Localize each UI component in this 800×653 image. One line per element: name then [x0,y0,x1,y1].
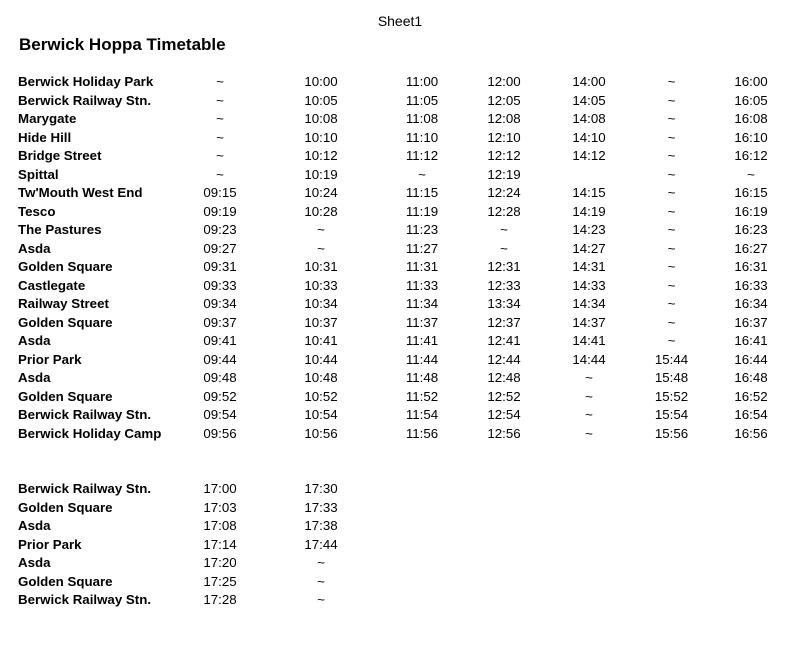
stop-name: Bridge Street [18,148,102,163]
table-row [18,573,390,592]
table-row [18,314,783,333]
departure-time: 16:52 [734,388,768,404]
departure-time: 10:00 [304,74,338,89]
departure-time: 11:23 [405,222,439,237]
departure-time: 11:08 [405,111,439,126]
departure-time: 12:05 [487,92,521,108]
departure-time: 14:31 [572,259,606,274]
departure-time: 17:44 [304,536,338,552]
departure-time: 09:56 [203,425,237,441]
departure-time: 09:23 [203,222,237,237]
stop-name: Berwick Railway Stn. [18,592,152,607]
departure-time: 10:37 [304,314,338,330]
stop-name: Spittal [18,166,59,182]
departure-time: ~ [747,166,755,182]
departure-time: 14:34 [572,296,606,311]
departure-time: 12:37 [487,314,521,330]
departure-time: 11:44 [405,351,439,367]
departure-time: ~ [667,148,676,163]
departure-time: 11:56 [405,425,439,441]
departure-time: ~ [317,592,325,607]
departure-time: 09:34 [203,296,237,311]
departure-time: 11:19 [405,203,439,219]
departure-time: ~ [216,74,224,89]
departure-time: 09:48 [203,370,237,385]
departure-time: 11:27 [405,240,439,256]
departure-time [554,166,624,185]
departure-time: ~ [216,111,224,126]
departure-time: 10:44 [304,351,338,367]
table-row [18,388,783,407]
stop-name: Golden Square [18,573,113,589]
stop-name: Marygate [18,111,77,126]
departure-time: 14:05 [572,92,606,108]
departure-time: 09:54 [203,407,237,422]
departure-time: ~ [500,222,508,237]
departure-time: 10:52 [304,388,338,404]
departure-time: ~ [317,555,325,570]
table-row [18,425,783,444]
departure-time: ~ [667,129,676,145]
table-row [18,406,783,425]
departure-time: 10:12 [304,148,338,163]
departure-time: 17:33 [304,499,338,515]
departure-time: 10:54 [304,407,338,422]
departure-time: 12:54 [487,407,521,422]
table-row [18,110,783,129]
departure-time: ~ [667,185,676,200]
departure-time: 17:20 [203,555,237,570]
departure-time: ~ [667,314,676,330]
departure-time: 17:28 [203,592,237,607]
departure-time: 09:15 [203,185,237,200]
table-row [18,147,783,166]
departure-time: 16:12 [734,148,768,163]
departure-time: 16:27 [734,240,768,256]
departure-time: ~ [667,259,676,274]
departure-time: 16:44 [734,351,768,367]
table-row [18,369,783,388]
table-row [18,73,783,92]
departure-time: 11:41 [405,333,439,348]
table-row [18,166,783,185]
departure-time: ~ [317,573,325,589]
departure-time: ~ [585,370,593,385]
departure-time: ~ [216,129,224,145]
departure-time: 09:52 [203,388,237,404]
departure-time: 16:41 [734,333,768,348]
departure-time: 10:28 [304,203,338,219]
departure-time: ~ [500,240,508,256]
departure-time: 16:00 [734,74,768,89]
departure-time: 11:37 [405,314,439,330]
departure-time: 15:56 [654,425,689,441]
stop-name: Berwick Holiday Camp [18,425,162,441]
departure-time: 09:44 [203,351,237,367]
departure-time: 12:52 [487,388,521,404]
departure-time: 09:19 [203,203,237,219]
departure-time: 16:56 [734,425,768,441]
departure-time: 11:34 [405,296,439,311]
departure-time: 12:10 [487,129,521,145]
departure-time: ~ [667,240,676,256]
stop-name: Castlegate [18,277,86,293]
departure-time: 10:19 [304,166,338,182]
departure-time: 14:15 [572,185,606,200]
departure-time: ~ [585,407,593,422]
departure-time: 11:54 [405,407,439,422]
departure-time: 10:33 [304,277,338,293]
stop-name: Prior Park [18,351,82,367]
departure-time: 16:31 [734,259,768,274]
departure-time: 10:48 [304,370,338,385]
table-row [18,351,783,370]
departure-time: 12:00 [487,74,521,89]
stop-name: Tesco [18,203,56,219]
departure-time: 12:08 [487,111,521,126]
departure-time: 10:24 [304,185,338,200]
departure-time: 17:25 [203,573,237,589]
stop-name: Asda [18,240,51,256]
table-row [18,517,390,536]
table-row [18,258,783,277]
table-row [18,221,783,240]
evening-timetable [18,480,390,610]
departure-time: 12:28 [487,203,521,219]
departure-time: 17:30 [304,481,338,496]
departure-time: 10:08 [304,111,338,126]
departure-time: ~ [585,388,593,404]
table-row [18,499,390,518]
table-row [18,480,390,499]
departure-time: 11:10 [405,129,439,145]
departure-time: ~ [317,222,325,237]
stop-name: Prior Park [18,536,82,552]
departure-time: 14:12 [572,148,606,163]
departure-time: ~ [317,240,325,256]
table-row [18,277,783,296]
departure-time: 14:08 [572,111,606,126]
departure-time: 11:15 [405,185,439,200]
departure-time: 14:19 [572,203,606,219]
departure-time: 16:05 [734,92,768,108]
departure-time: 09:27 [203,240,237,256]
stop-name: Berwick Railway Stn. [18,92,152,108]
stop-name: Golden Square [18,314,113,330]
departure-time: 10:34 [304,296,338,311]
departure-time: ~ [667,166,676,182]
table-row [18,332,783,351]
table-row [18,203,783,222]
table-row [18,295,783,314]
departure-time: ~ [667,92,676,108]
table-row [18,536,390,555]
departure-time: 17:08 [203,518,237,533]
departure-time: 14:44 [572,351,606,367]
departure-time: 10:05 [304,92,338,108]
departure-time: 12:24 [487,185,521,200]
departure-time: 16:15 [734,185,768,200]
departure-time: 14:33 [572,277,606,293]
departure-time: 13:34 [487,296,521,311]
stop-name: Golden Square [18,388,113,404]
departure-time: ~ [667,222,676,237]
departure-time: 11:48 [405,370,439,385]
departure-time: ~ [667,74,676,89]
stop-name: Golden Square [18,499,113,515]
departure-time: 16:37 [734,314,768,330]
departure-time: 12:31 [487,259,521,274]
sheet-name: Sheet1 [377,13,423,29]
table-row [18,554,390,573]
departure-time: 11:31 [405,259,439,274]
departure-time: 17:03 [203,499,237,515]
departure-time: 12:44 [487,351,521,367]
departure-time: 16:34 [734,296,768,311]
departure-time: 16:08 [734,111,768,126]
stop-name: Golden Square [18,259,113,274]
departure-time: 12:41 [487,333,521,348]
departure-time: 15:44 [654,351,689,367]
departure-time: 11:33 [405,277,439,293]
departure-time: 09:33 [203,277,237,293]
departure-time: 16:48 [734,370,768,385]
departure-time: 10:10 [304,129,338,145]
departure-time: 10:41 [304,333,338,348]
table-row [18,129,783,148]
stop-name: Railway Street [18,296,109,311]
departure-time: 12:12 [487,148,521,163]
departure-time: ~ [585,425,593,441]
departure-time: 12:19 [487,166,521,182]
main-timetable [18,73,783,443]
departure-time: 16:10 [734,129,768,145]
stop-name: Tw'Mouth West End [18,185,143,200]
departure-time: 14:27 [572,240,606,256]
departure-time: 15:48 [654,370,689,385]
departure-time: 12:56 [487,425,521,441]
stop-name: Asda [18,555,51,570]
page-title: Berwick Hoppa Timetable [19,35,226,54]
departure-time: 16:54 [734,407,768,422]
stop-name: Berwick Railway Stn. [18,407,152,422]
table-row [18,184,783,203]
departure-time: 17:14 [203,536,237,552]
departure-time: 11:05 [405,92,439,108]
stop-name: The Pastures [18,222,102,237]
stop-name: Hide Hill [18,129,72,145]
stop-name: Berwick Railway Stn. [18,481,152,496]
departure-time: 11:00 [405,74,439,89]
departure-time: 16:19 [734,203,768,219]
stop-name: Asda [18,333,51,348]
departure-time: 12:33 [487,277,521,293]
departure-time: 14:23 [572,222,606,237]
departure-time: 12:48 [487,370,521,385]
table-row [18,591,390,610]
departure-time: 15:54 [654,407,689,422]
departure-time: ~ [667,277,676,293]
departure-time: ~ [667,333,676,348]
departure-time: 14:00 [572,74,606,89]
departure-time: 11:52 [405,388,439,404]
departure-time: 14:37 [572,314,606,330]
table-row [18,240,783,259]
departure-time: 15:52 [654,388,689,404]
departure-time: 10:56 [304,425,338,441]
table-row [18,92,783,111]
departure-time: ~ [216,166,224,182]
departure-time: 16:33 [734,277,768,293]
departure-time: ~ [667,111,676,126]
departure-time: 17:38 [304,518,338,533]
departure-time: 09:41 [203,333,237,348]
departure-time: 10:31 [304,259,338,274]
stop-name: Berwick Holiday Park [18,74,154,89]
stop-name: Asda [18,518,51,533]
departure-time: ~ [216,148,224,163]
stop-name: Asda [18,370,51,385]
departure-time: ~ [418,166,426,182]
departure-time: 09:31 [203,259,237,274]
departure-time: ~ [667,296,676,311]
departure-time: ~ [216,92,224,108]
departure-time: 09:37 [203,314,237,330]
departure-time: 11:12 [405,148,439,163]
departure-time: ~ [667,203,676,219]
departure-time: 16:23 [734,222,768,237]
departure-time: 14:10 [572,129,606,145]
departure-time: 17:00 [203,481,237,496]
departure-time: 14:41 [572,333,606,348]
